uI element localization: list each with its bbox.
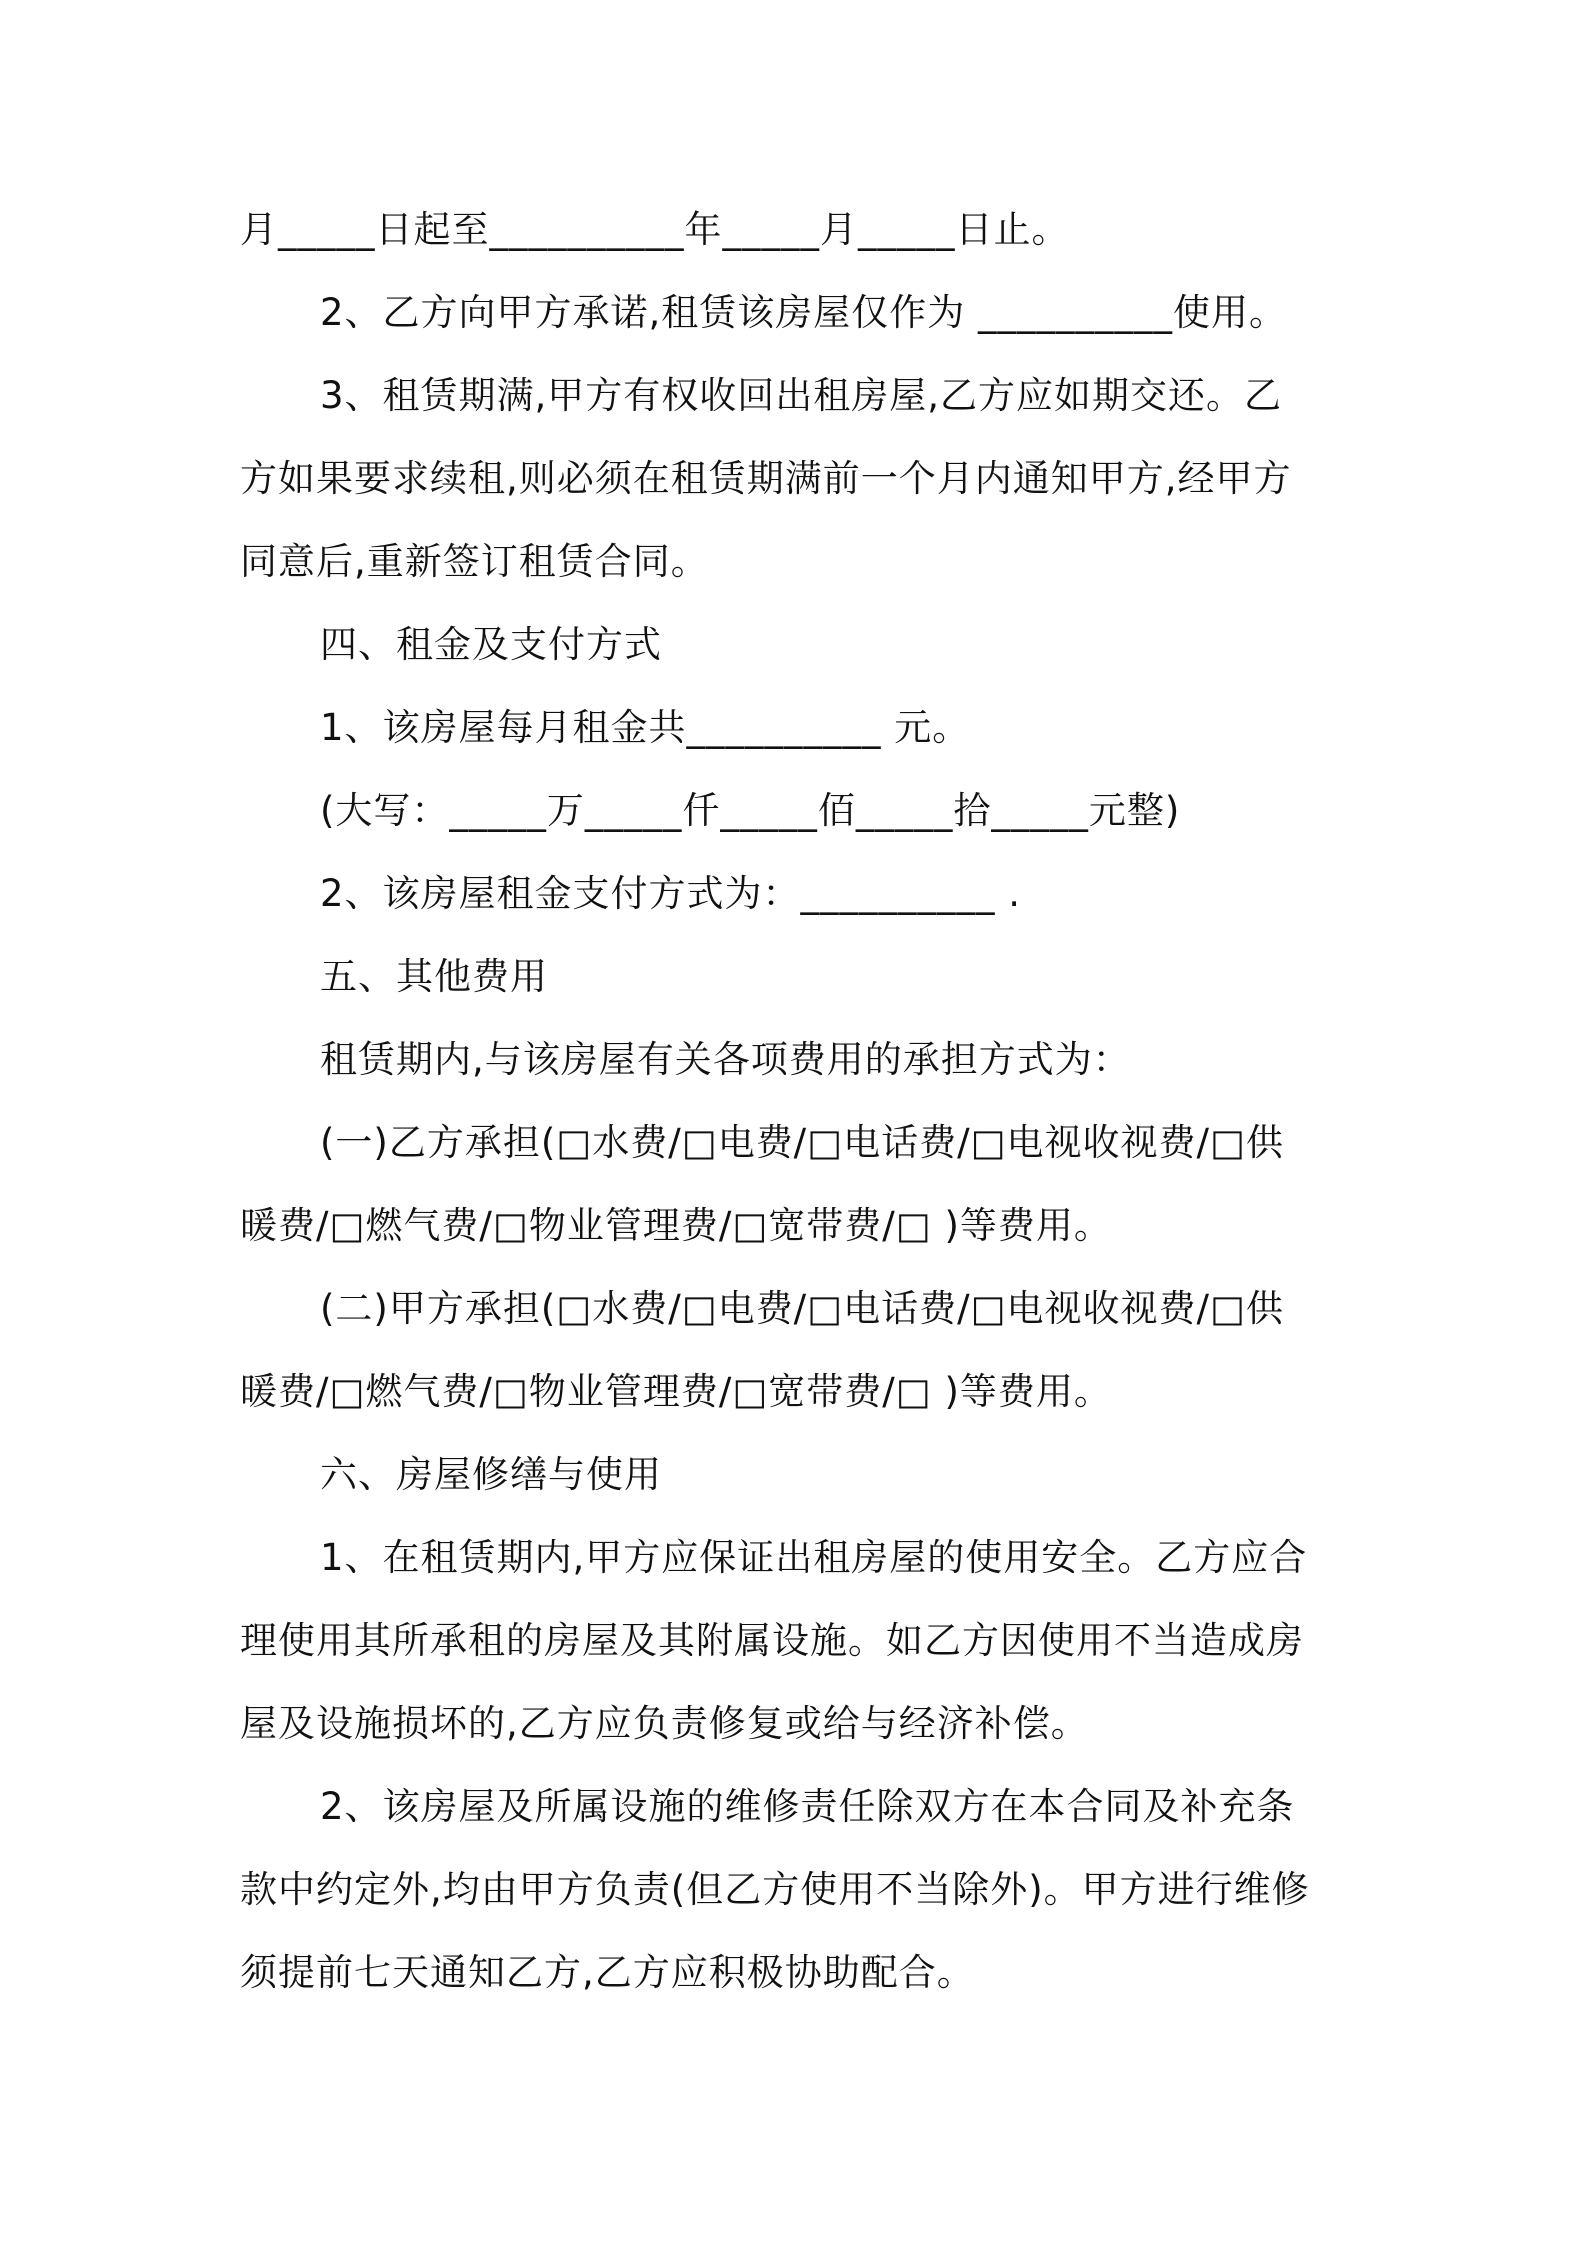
section-heading-repair-use: 六、房屋修缮与使用: [320, 1453, 662, 1496]
text-line-maintenance-duty: 2、该房屋及所属设施的维修责任除双方在本合同及补充条: [320, 1785, 1295, 1828]
text-line-maintenance-duty-cont: 款中约定外,均由甲方负责(但乙方使用不当除外)。甲方进行维修: [240, 1868, 1310, 1911]
section-heading-other-fees: 五、其他费用: [320, 955, 548, 998]
text-line-payment-method: 2、该房屋租金支付方式为：__________ .: [320, 872, 1022, 915]
section-heading-rent-payment: 四、租金及支付方式: [320, 623, 662, 666]
text-line-damage-compensation: 屋及设施损坏的,乙方应负责修复或给与经济补偿。: [240, 1702, 1089, 1745]
text-line-monthly-rent: 1、该房屋每月租金共__________ 元。: [320, 706, 971, 749]
text-line-proper-use: 理使用其所承租的房屋及其附属设施。如乙方因使用不当造成房: [240, 1619, 1304, 1662]
text-line-rent-in-words: (大写：_____万_____仟_____佰_____拾_____元整): [320, 789, 1181, 832]
text-line-lease-expiry: 3、租赁期满,甲方有权收回出租房屋,乙方应如期交还。乙: [320, 374, 1283, 417]
text-line-lease-term-end: 月_____日起至__________年_____月_____日止。: [240, 208, 1070, 251]
text-line-repair-notice: 须提前七天通知乙方,乙方应积极协助配合。: [240, 1951, 975, 1994]
text-line-tenant-fees: (一)乙方承担(□水费/□电费/□电话费/□电视收视费/□供: [320, 1121, 1284, 1164]
text-line-landlord-fees-cont: 暖费/□燃气费/□物业管理费/□宽带费/□ )等费用。: [240, 1370, 1112, 1413]
text-line-tenant-fees-cont: 暖费/□燃气费/□物业管理费/□宽带费/□ )等费用。: [240, 1204, 1112, 1247]
text-line-landlord-fees: (二)甲方承担(□水费/□电费/□电话费/□电视收视费/□供: [320, 1287, 1284, 1330]
text-line-safety-guarantee: 1、在租赁期内,甲方应保证出租房屋的使用安全。乙方应合: [320, 1536, 1308, 1579]
text-line-fees-intro: 租赁期内,与该房屋有关各项费用的承担方式为：: [320, 1038, 1131, 1081]
text-line-usage-commitment: 2、乙方向甲方承诺,租赁该房屋仅作为 __________使用。: [320, 291, 1288, 334]
text-line-lease-renewal: 方如果要求续租,则必须在租赁期满前一个月内通知甲方,经甲方: [240, 457, 1292, 500]
text-line-resign-contract: 同意后,重新签订租赁合同。: [240, 540, 709, 583]
